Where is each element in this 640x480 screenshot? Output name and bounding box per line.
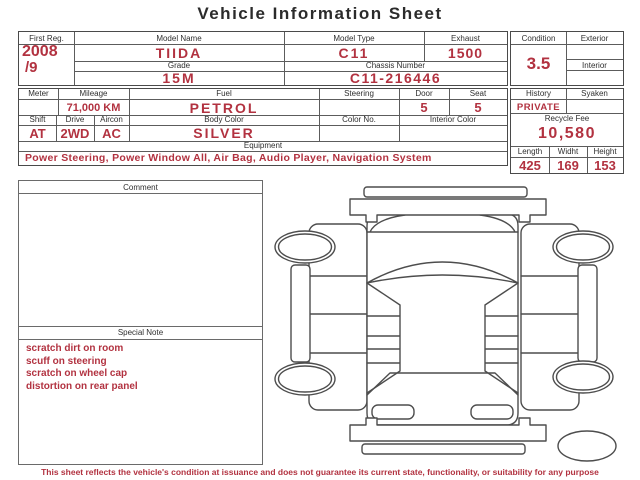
grade-label: Grade [167, 61, 191, 70]
disclaimer-text: This sheet reflects the vehicle's condition at issuance and does not guarantee its current state, functionality, or suitability for any purpose [41, 467, 599, 477]
length-label: Length [517, 147, 543, 156]
chassis-number-value: C11-216446 [349, 70, 442, 86]
recycle-fee-label: Recycle Fee [544, 114, 590, 123]
history-label: History [526, 89, 551, 98]
shift-value: AT [29, 126, 46, 141]
exhaust-value: 1500 [447, 45, 484, 61]
divider [19, 339, 262, 340]
steering-label: Steering [344, 89, 374, 98]
right-sill [578, 265, 597, 362]
seat-value: 5 [474, 100, 482, 115]
first-reg-month: /9 [25, 59, 38, 76]
car-top-view-diagram [272, 183, 632, 473]
divider [511, 44, 623, 45]
front-right-wheel [553, 231, 613, 263]
chassis-number-label: Chassis Number [365, 61, 426, 70]
width-label: Widht [557, 147, 579, 156]
comment-label: Comment [123, 183, 158, 192]
first-reg-label: First Reg. [29, 34, 64, 43]
drive-value: 2WD [60, 126, 90, 141]
comment-box [18, 180, 263, 465]
mileage-label: Mileage [79, 89, 108, 98]
divider [511, 99, 623, 100]
meter-label: Meter [28, 89, 49, 98]
interior-label: Interior [582, 61, 607, 70]
condition-value: 3.5 [526, 54, 551, 73]
body-color-value: SILVER [193, 125, 255, 141]
car-body [367, 214, 518, 425]
exterior-label: Exterior [580, 34, 609, 43]
special-note-list [26, 343, 258, 393]
height-label: Height [593, 147, 617, 156]
fuel-value: PETROL [189, 100, 259, 116]
model-type-value: C11 [338, 45, 370, 61]
first-reg-year: 2008 [22, 43, 58, 60]
seat-label: Seat [469, 89, 487, 98]
special-note-item: scuff on steering [26, 355, 107, 367]
spare-tire [558, 431, 616, 461]
aircon-value: AC [102, 126, 121, 141]
aircon-label: Aircon [100, 115, 123, 124]
rear-right-wheel [553, 361, 613, 393]
divider [19, 193, 262, 194]
mileage-value: 71,000 KM [66, 102, 121, 114]
length-value: 425 [519, 158, 541, 173]
door-label: Door [415, 89, 433, 98]
grade-value: 15M [162, 70, 196, 86]
history-fee-panel [510, 88, 624, 174]
fuel-label: Fuel [216, 89, 232, 98]
model-type-label: Model Type [333, 34, 375, 43]
interior-color-label: Interior Color [429, 115, 477, 124]
special-note-item: scratch dirt on room [26, 343, 124, 354]
height-value: 153 [594, 158, 616, 173]
drive-label: Drive [65, 115, 85, 124]
special-note-label: Special Note [117, 328, 164, 337]
rear-left-wheel [275, 363, 335, 395]
exhaust-label: Exhaust [451, 34, 480, 43]
recycle-fee-value: 10,580 [538, 125, 596, 142]
width-value: 169 [557, 158, 579, 173]
equipment-value: Power Steering, Power Window All, Air Bag, Audio Player, Navigation System [25, 152, 432, 164]
shift-label: Shift [29, 115, 46, 124]
equipment-label: Equipment [243, 141, 283, 150]
color-no-label: Color No. [342, 115, 376, 124]
special-note-item: scratch on wheel cap [26, 368, 128, 379]
special-note-item: distortion on rear panel [26, 380, 138, 392]
condition-panel [510, 31, 624, 86]
condition-label: Condition [521, 34, 556, 43]
syaken-label: Syaken [581, 89, 608, 98]
door-value: 5 [420, 100, 428, 115]
front-left-wheel [275, 231, 335, 263]
model-name-label: Model Name [156, 34, 202, 43]
body-color-label: Body Color [204, 115, 244, 124]
history-value: PRIVATE [516, 102, 561, 113]
left-sill [291, 265, 310, 362]
main-info-table [18, 31, 508, 86]
page-title: Vehicle Information Sheet [197, 4, 443, 23]
spec-table [18, 88, 508, 166]
model-name-value: TIIDA [155, 45, 203, 61]
